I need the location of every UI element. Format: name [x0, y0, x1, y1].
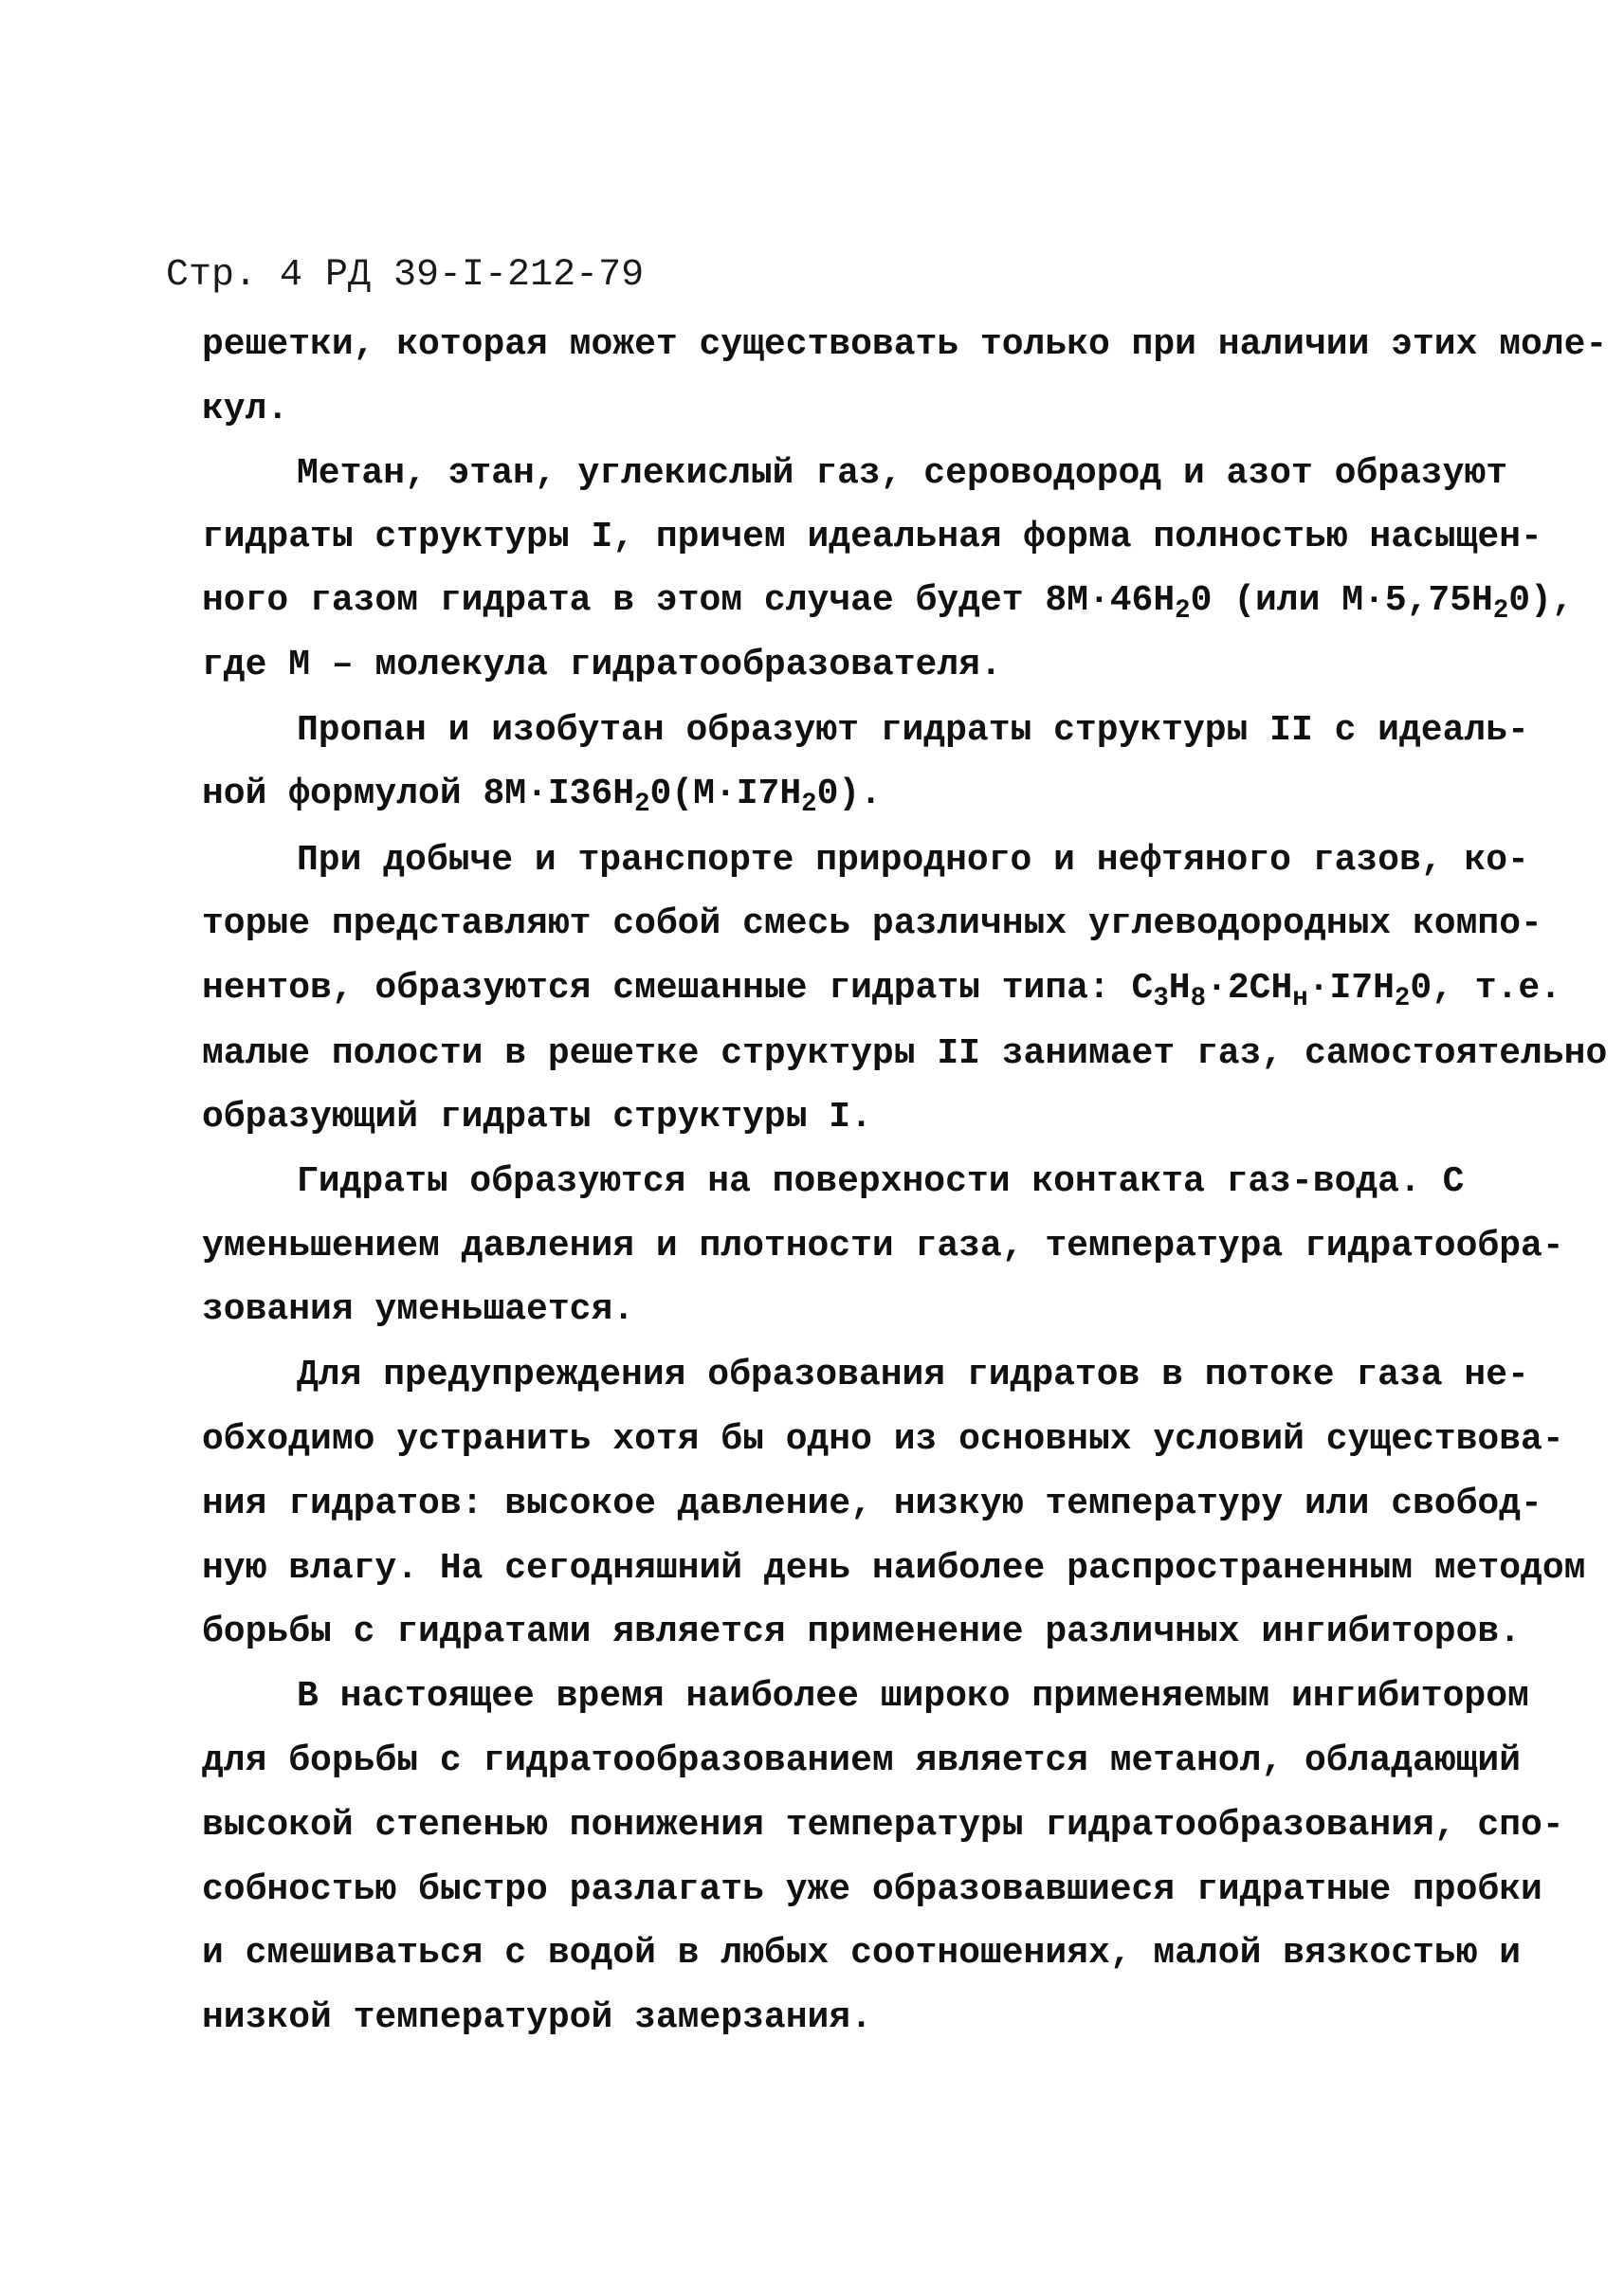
p4-l3-d: ·I7Н	[1307, 968, 1395, 1009]
p7-line-2: для борьбы с гидратообразованием является метанол, обладающий	[202, 1740, 1522, 1781]
p1-line-2: кул.	[202, 389, 289, 429]
p3-l2-a: ной формулой 8М·I36Н	[202, 774, 635, 814]
p4-l3-sub-1: 3	[1153, 984, 1169, 1014]
p4-l3-c: ·2СН	[1206, 968, 1293, 1009]
p2-line-1: Метан, этан, углекислый газ, сероводород и азот образуют	[297, 453, 1508, 494]
p4-l3-b: Н	[1168, 968, 1191, 1009]
p4-l3-sub-3: н	[1292, 984, 1308, 1014]
p4-line-4: малые полости в решетке структуры II занимает газ, самостоятельно	[202, 1033, 1608, 1074]
p6-line-5: борьбы с гидратами является применение различных ингибиторов.	[202, 1612, 1522, 1652]
p3-line-1: Пропан и изобутан образуют гидраты структуры II с идеаль-	[297, 710, 1529, 751]
p4-l3-a: нентов, образуются смешанные гидраты типа: С	[202, 968, 1154, 1009]
p6-line-2: обходимо устранить хотя бы одно из основных условий существова-	[202, 1419, 1564, 1460]
p6-line-3: ния гидратов: высокое давление, низкую температуру или свобод-	[202, 1484, 1542, 1524]
p2-l3-sub-2: 2	[1492, 596, 1509, 627]
p4-l3-sub-2: 8	[1190, 984, 1207, 1014]
p4-line-3	[202, 968, 1561, 1014]
p5-line-1: Гидраты образуются на поверхности контакта газ-вода. С	[297, 1161, 1465, 1202]
p3-l2-c: 0).	[816, 774, 882, 814]
p3-line-2	[202, 774, 882, 820]
p2-l3-b: 0 (или М·5,75Н	[1190, 580, 1493, 621]
p7-line-3: высокой степенью понижения температуры гидратообразования, спо-	[202, 1805, 1564, 1846]
p3-l2-sub-2: 2	[801, 790, 817, 820]
p4-l3-e: 0, т.е.	[1410, 968, 1561, 1009]
p2-l3-c: 0),	[1508, 580, 1574, 621]
p2-l3-sub-1: 2	[1175, 596, 1191, 627]
p4-line-1: При добыче и транспорте природного и нефтяного газов, ко-	[297, 840, 1529, 881]
p2-line-2: гидраты структуры I, причем идеальная форма полностью насыщен-	[202, 517, 1542, 557]
p2-line-4: где М – молекула гидратообразователя.	[202, 645, 1002, 685]
p7-line-4: собностью быстро разлагать уже образовавшиеся гидратные пробки	[202, 1869, 1542, 1910]
p7-line-1: В настоящее время наиболее широко применяемым ингибитором	[297, 1676, 1529, 1717]
p4-line-2: торые представляют собой смесь различных углеводородных компо-	[202, 903, 1542, 944]
p5-line-3: зования уменьшается.	[202, 1289, 635, 1330]
p2-line-3	[202, 580, 1574, 627]
p7-line-5: и смешиваться с водой в любых соотношениях, малой вязкостью и	[202, 1933, 1522, 1974]
p3-l2-sub-1: 2	[634, 790, 650, 820]
p1-line-1: решетки, которая может существовать только при наличии этих моле-	[202, 324, 1608, 365]
p5-line-2: уменьшением давления и плотности газа, температура гидратообра-	[202, 1226, 1564, 1266]
p4-line-5: образующий гидраты структуры I.	[202, 1097, 872, 1138]
p4-l3-sub-4: 2	[1394, 984, 1411, 1014]
p7-line-6: низкой температурой замерзания.	[202, 1997, 872, 2038]
page-header: Стр. 4 РД 39-I-212-79	[166, 254, 645, 297]
p6-line-1: Для предупреждения образования гидратов в потоке газа не-	[297, 1355, 1529, 1395]
p3-l2-b: 0(М·I7Н	[649, 774, 802, 814]
p2-l3-a: ного газом гидрата в этом случае будет 8М·46Н	[202, 580, 1176, 621]
p6-line-4: ную влагу. На сегодняшний день наиболее распространенным методом	[202, 1548, 1586, 1589]
